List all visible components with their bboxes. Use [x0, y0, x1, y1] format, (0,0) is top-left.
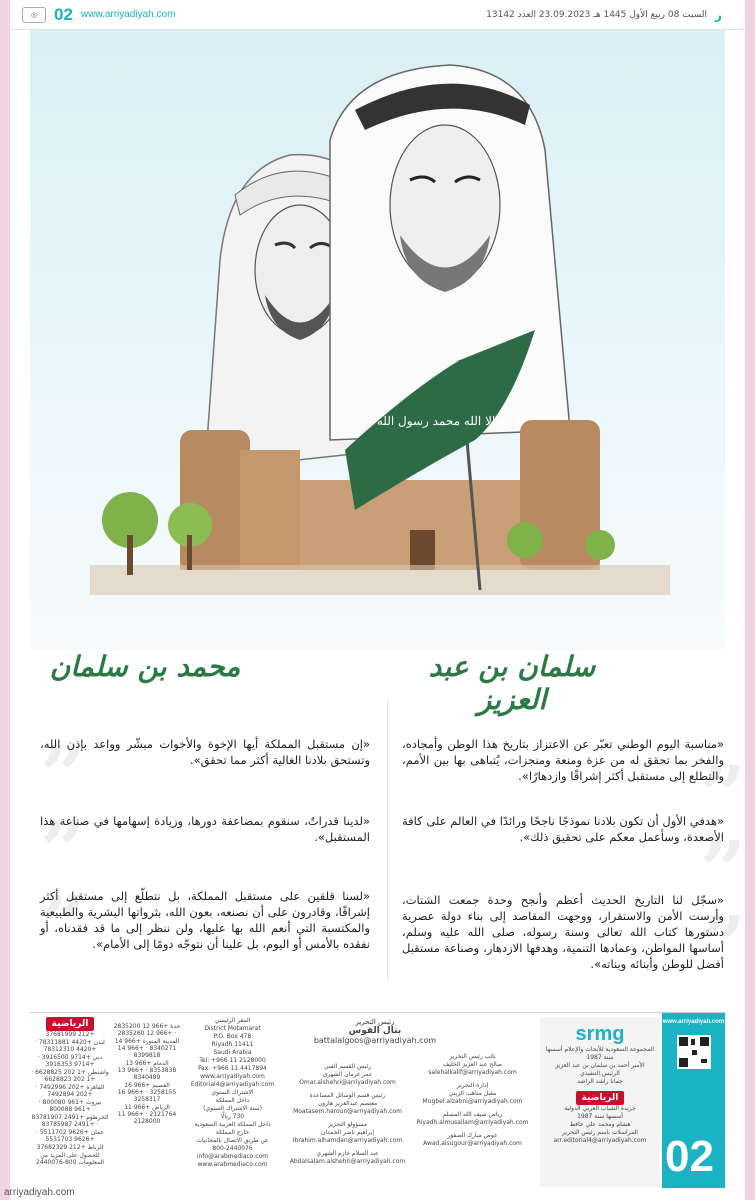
staff-title: رئيس القسم الفني	[323, 1063, 372, 1070]
publisher-line: الأمير أحمد بن سلمان بن عبد العزيز	[555, 1062, 645, 1069]
publisher-line: المجموعة السعودية للأبحاث والإعلام أسسها	[545, 1046, 655, 1053]
bureau-line: جدة +966 12 2835200 · +966 12 2835260	[113, 1023, 181, 1037]
quote-mark: ”	[700, 823, 747, 917]
hq-line: المقر الرئيسي	[214, 1017, 251, 1024]
bureau-line: الرياض +966 11 2121764 · +966 11 2128000	[117, 1104, 177, 1125]
publisher-line: جمانا راشد الراشد	[577, 1078, 623, 1085]
paper-line[interactable]: arr.editorial4@arriyadiyah.com	[553, 1137, 647, 1144]
bureaus-international	[30, 1017, 110, 1167]
page-header	[10, 0, 745, 30]
staff-email[interactable]: Moatasem.haroun@arriyadiyah.com	[293, 1108, 402, 1115]
staff-title: رئيس قسم الوسائل المساعدة	[309, 1092, 386, 1099]
srmg-logo	[540, 1023, 660, 1046]
staff-email[interactable]: Awad.alsugour@arriyadiyah.com	[423, 1140, 522, 1147]
quote-mark: ”	[40, 728, 87, 822]
prince-quote-1: «إن مستقبل المملكة أيها الإخوة والأخوات مبشّر وواعد بإذن الله، وتستحق بلادنا الغالية أكثر مما تحقق».	[40, 737, 370, 767]
dateline: السبت 08 ربيع الأول 1445 هـ 23.09.2023 العدد 13142	[486, 9, 707, 20]
logo-icon: ◎	[22, 7, 46, 23]
staff-email[interactable]: Riyadh.almusallam@arriyadiyah.com	[416, 1119, 529, 1126]
subscription-line: 730 ريالًا	[220, 1113, 245, 1120]
editor-email[interactable]: battalalgoos@arriyadiyah.com	[313, 1036, 437, 1045]
flag-text: لا إله إلا الله محمد رسول الله	[376, 414, 524, 428]
paper-line: جريدة الشباب العربي الدولية	[564, 1105, 636, 1112]
staff-name: عبد السلام خازم الشهري	[316, 1150, 379, 1157]
bureau-line: المدينة المنورة +966 14 8340271 · +966 14 8399818	[114, 1038, 180, 1059]
king-signature: سلمان بن عبد العزيز	[428, 650, 596, 716]
headquarters-info	[185, 1017, 280, 1169]
king-quote-3: «سجّل لنا التاريخ الحديث أعظم وأنجح وحدة جمعت الشتات، وأرست الأمن والاستقرار، ووجهت المقاصد إلى بناء دولة عصرية دستورها كتاب الله تعالى وسنة رسوله، صلى الله عليه وسلم، أساسها المواطن، وعمادها التنمية، وهدفها الازدهار، وصناعة مستقبل أفضل للوطن وأبنائه وبناته».	[402, 893, 724, 971]
national-day-illustration	[30, 30, 725, 650]
bureau-line: عمان +9626 5511702 · +9626 5531703	[36, 1129, 104, 1143]
publisher-box	[540, 1017, 660, 1187]
staff-email[interactable]: Omar.alshehri@arriyadiyah.com	[299, 1079, 396, 1086]
hq-line[interactable]: Editorial4@arriyadiyah.com	[190, 1081, 275, 1088]
qr-code-icon[interactable]	[677, 1035, 711, 1069]
crown-prince-signature: محمد بن سلمان	[49, 650, 241, 683]
staff-title: إدارة التحرير	[456, 1082, 489, 1089]
hq-line: Tel: +966 11 2128000	[199, 1057, 266, 1064]
subscription-line[interactable]: www.arabmediaco.com	[197, 1161, 268, 1168]
site-url[interactable]: www.arriyadiyah.com	[80, 9, 176, 20]
staff-name: عمر غرمان الشهري	[322, 1071, 373, 1078]
subscription-line: خارج المملكة	[215, 1129, 250, 1136]
subscription-line: عن طريق الاتصال بالمجانيات	[196, 1137, 269, 1144]
newspaper-page	[10, 0, 745, 1200]
column-divider	[387, 700, 388, 980]
subscription-line: 800-2440076	[212, 1145, 253, 1152]
quote-mark: ”	[40, 803, 87, 897]
staff-email[interactable]: Mugbel.alzabni@arriyadiyah.com	[422, 1098, 523, 1105]
paper-line: أسسها سنة 1987	[577, 1113, 623, 1120]
staff-column-left	[285, 1063, 410, 1166]
bureaus-saudi	[112, 1023, 182, 1126]
publisher-line: الرئيس التنفيذي	[580, 1070, 620, 1077]
subscription-line[interactable]: info@arabmediaco.com	[196, 1153, 269, 1160]
bureau-line: للحصول على المزيد من المعلومات 800-2440076	[36, 1152, 104, 1166]
page-number-box	[662, 1013, 725, 1188]
quote-mark: ”	[40, 878, 87, 972]
staff-name: إبراهيم ناصر الحمدان	[320, 1129, 375, 1136]
quote-mark: ”	[700, 748, 747, 842]
publisher-line: سنة 1987	[586, 1054, 614, 1061]
riyadhia-logo: الرياضية	[576, 1091, 625, 1105]
bureau-line: واشنطن +1 202 6628825 · +1 202 6628823	[31, 1069, 109, 1083]
masthead-footer	[30, 1012, 725, 1187]
bureau-line: +212 37681999	[45, 1031, 95, 1038]
staff-name: رياض ضيف الله المسلم	[442, 1111, 503, 1118]
bureau-line: لندن +4420 78311881 · +4420 78312310	[35, 1039, 105, 1053]
big-page-number: 02	[665, 1132, 714, 1181]
subscription-line: الاشتراك السنوي	[211, 1089, 254, 1096]
staff-title: مسؤولو التحرير	[328, 1121, 367, 1128]
prince-quote-2: «لدينا قدراتٌ، سنقوم بمضاعفة دورها، وزيادة إسهامها في صناعة هذا المستقبل».	[40, 814, 370, 844]
hq-line: District Motamarat	[204, 1025, 261, 1032]
hq-line: Saudi Arabia	[213, 1049, 252, 1056]
hq-line: P.O. Box 478	[213, 1033, 252, 1040]
subscription-line: داخل المملكة	[215, 1097, 250, 1104]
staff-name: صالح عبد العزيز الخليف	[443, 1061, 502, 1068]
hq-line[interactable]: www.arriyadiyah.com	[200, 1073, 265, 1080]
watermark: arriyadiyah.com	[4, 1187, 75, 1198]
bureau-line: دبي +9714 3916500 · +9714 3916353	[37, 1054, 103, 1068]
staff-email[interactable]: Ibrahim.alhamdan@arriyadiyah.com	[292, 1137, 403, 1144]
king-quote-1: «مناسبة اليوم الوطني تعبّر عن الاعتزاز بتاريخ هذا الوطن وأمجاده، والفخر بما تحقق له من عزة ومنعة ومنجزات، يُتباهى بها بين الأمم، والتطلع إلى مستقبل أكثر إشراقًا وازدهارًا».	[402, 737, 724, 783]
bureau-line: الخرطوم +2491 83781907 · +2491 83785987	[31, 1114, 109, 1128]
editor-in-chief	[285, 1018, 465, 1045]
staff-name: معتصم عبدالعزيز هارون	[317, 1100, 378, 1107]
bureau-line: القاهرة +202 7492996 · +202 7492894	[35, 1084, 105, 1098]
staff-email[interactable]: Abdalsalam.alshehri@arriyadiyah.com	[289, 1158, 406, 1165]
staff-column-right	[410, 1053, 535, 1148]
prince-quote-3: «لسنا قلقين على مستقبل المملكة، بل نتطلّع إلى مستقبل أكثر إشراقًا، وقادرون على أن نصنعه، بعون الله، بثرواتها البشرية والطبيعية والمكتسبة التي أنعم الله بها عليها، ولن ننظر إلى ما قد فقدناه، أو نفقده بالأمس أو اليوم، بل علينا أن نتوجّه دومًا إلى الأمام».	[40, 889, 370, 951]
staff-name: عوض مبارك الصقور	[447, 1132, 498, 1139]
hq-line: Fax: +966 11 4417894	[198, 1065, 267, 1072]
bureau-line: القصيم +966 16 3258155 · +966 16 3258317	[117, 1082, 177, 1103]
bureau-line: بيروت +961 800080 · +961 800088	[38, 1099, 102, 1113]
site-url[interactable]: www.arriyadiyah.com	[662, 1019, 725, 1025]
bureau-line: الدمام +966 13 8353838 · +966 13 8340489	[117, 1060, 177, 1081]
hq-line: Riyadh 11411	[211, 1041, 254, 1048]
riyadhia-logo: الرياضية	[46, 1017, 95, 1031]
riyadiyah-logo-icon: ر	[715, 7, 722, 22]
staff-name: مقبل مناهب الزيني	[448, 1090, 497, 1097]
quote-mark: ”	[700, 898, 747, 992]
paper-line: هشام ومحمد علي حافظ	[569, 1121, 631, 1128]
king-quote-2: «هدفي الأول أن تكون بلادنا نموذجًا ناجحًا ورائدًا في العالم على كافة الأصعدة، وسأعمل معكم على تحقيق ذلك».	[402, 814, 724, 844]
subscription-line: داخل المملكة العربية السعودية	[194, 1121, 271, 1128]
subscription-line: (سنة الاشتراك السنوي)	[203, 1105, 262, 1112]
bureau-line: الرباط +212 37682329	[36, 1144, 104, 1151]
editor-name: بتال القوس	[348, 1026, 402, 1036]
staff-title: نائب رئيس التحرير	[449, 1053, 496, 1060]
staff-email[interactable]: salehalkalif@arriyadiyah.com	[428, 1069, 517, 1076]
editor-title: رئيس التحرير	[355, 1018, 395, 1026]
portrait-artwork	[30, 30, 725, 650]
page-number: 02	[54, 4, 73, 24]
paper-line: المراسلات باسم رئيس التحرير	[562, 1129, 638, 1136]
srmg-logo-text: srmg	[575, 1023, 625, 1045]
